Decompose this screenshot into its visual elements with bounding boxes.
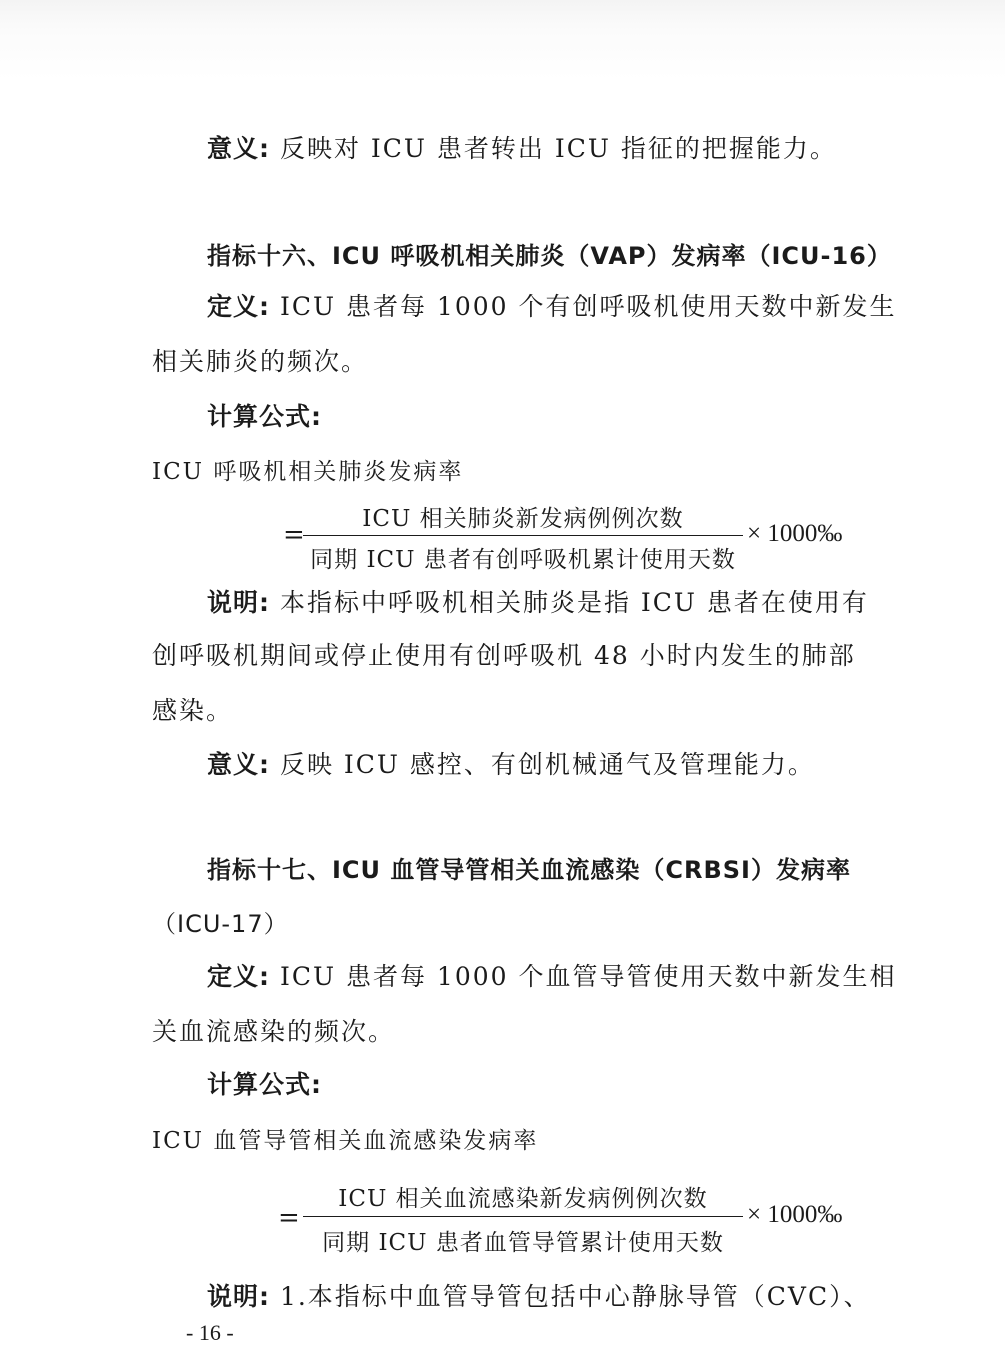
note-label: 说明: bbox=[207, 1282, 270, 1311]
fraction-bar bbox=[303, 1216, 743, 1217]
section16-formula-label: 计算公式: bbox=[207, 402, 322, 431]
meaning-text: 反映对 ICU 患者转出 ICU 指征的把握能力。 bbox=[279, 134, 837, 163]
definition-label: 定义: bbox=[207, 292, 270, 321]
section16-note-line2: 创呼吸机期间或停止使用有创呼吸机 48 小时内发生的肺部 bbox=[152, 641, 856, 670]
meaning-label: 意义: bbox=[207, 134, 270, 163]
formula-denominator: 同期 ICU 患者血管导管累计使用天数 bbox=[322, 1230, 724, 1256]
section17-formula-title: ICU 血管导管相关血流感染发病率 bbox=[152, 1128, 539, 1154]
fraction-bar bbox=[303, 535, 743, 536]
section16-definition-line2: 相关肺炎的频次。 bbox=[152, 347, 369, 376]
meaning-paragraph-top bbox=[207, 133, 837, 165]
note-text: 1.本指标中血管导管包括中心静脉导管（CVC）、 bbox=[279, 1282, 871, 1311]
definition-label: 定义: bbox=[207, 962, 270, 991]
formula-multiplier: × 1000‰ bbox=[747, 1201, 843, 1228]
section17-note-line1 bbox=[207, 1281, 871, 1313]
formula-numerator: ICU 相关血流感染新发病例例次数 bbox=[338, 1186, 708, 1212]
formula-multiplier: × 1000‰ bbox=[747, 520, 843, 547]
section17-heading-line2: （ICU-17） bbox=[152, 910, 289, 938]
page-number: - 16 - bbox=[186, 1320, 234, 1345]
meaning-text: 反映 ICU 感控、有创机械通气及管理能力。 bbox=[279, 750, 815, 779]
section17-definition-line2: 关血流感染的频次。 bbox=[152, 1017, 396, 1046]
section17-definition-line1 bbox=[207, 961, 897, 993]
section17-formula-label: 计算公式: bbox=[207, 1070, 322, 1099]
equals-sign: = bbox=[278, 1203, 301, 1233]
equals-sign: = bbox=[283, 520, 306, 550]
note-label: 说明: bbox=[207, 588, 270, 617]
section16-definition-line1 bbox=[207, 291, 897, 323]
note-text: 本指标中呼吸机相关肺炎是指 ICU 患者在使用有 bbox=[279, 588, 869, 617]
section16-formula-title: ICU 呼吸机相关肺炎发病率 bbox=[152, 459, 464, 485]
section16-meaning bbox=[207, 749, 815, 781]
section16-heading: 指标十六、ICU 呼吸机相关肺炎（VAP）发病率（ICU-16） bbox=[207, 242, 892, 270]
meaning-label: 意义: bbox=[207, 750, 270, 779]
section17-heading-line1: 指标十七、ICU 血管导管相关血流感染（CRBSI）发病率 bbox=[207, 856, 851, 884]
section16-note-line3: 感染。 bbox=[152, 696, 234, 725]
definition-text: ICU 患者每 1000 个有创呼吸机使用天数中新发生 bbox=[279, 292, 897, 321]
formula-denominator: 同期 ICU 患者有创呼吸机累计使用天数 bbox=[310, 547, 736, 573]
section16-note-line1 bbox=[207, 587, 869, 619]
formula-numerator: ICU 相关肺炎新发病例例次数 bbox=[362, 506, 684, 532]
definition-text: ICU 患者每 1000 个血管导管使用天数中新发生相 bbox=[279, 962, 897, 991]
